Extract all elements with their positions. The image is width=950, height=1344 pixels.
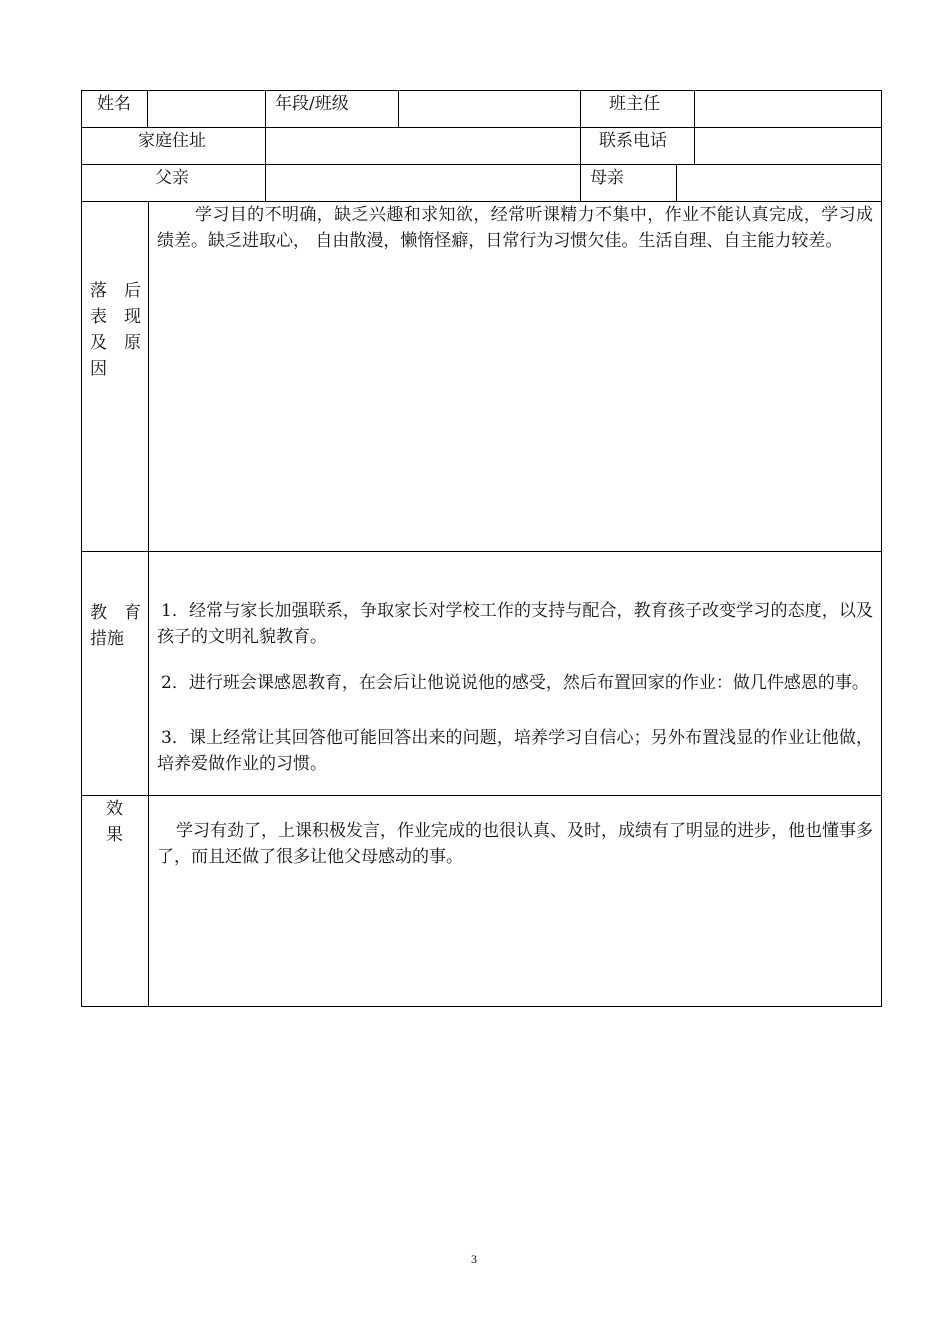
cell-divider [265, 90, 266, 127]
measure-item-3: 3．课上经常让其回答他可能回答出来的问题，培养学习自信心；另外布置浅显的作业让他做，培养爱做作业的习惯。 [157, 728, 873, 774]
section-label-divider [148, 201, 149, 1007]
father-label: 父亲 [155, 168, 189, 188]
name-label: 姓名 [97, 94, 131, 114]
cell-divider [676, 164, 677, 201]
home-address-label: 家庭住址 [138, 131, 206, 151]
cell-divider [580, 164, 581, 201]
effect-label: 效 果 [106, 799, 123, 845]
phone-label: 联系电话 [599, 131, 667, 151]
cell-divider [265, 164, 266, 201]
head-teacher-label: 班主任 [609, 94, 660, 114]
cell-divider [147, 90, 148, 127]
table-border-top [81, 90, 882, 91]
table-border-left [81, 90, 82, 1007]
cell-divider [580, 127, 581, 164]
lagging-performance-text: 学习目的不明确，缺乏兴趣和求知欲，经常听课精力不集中，作业不能认真完成，学习成绩差。缺乏进取心， 自由散漫，懒惰怪癖，日常行为习惯欠佳。生活自理、自主能力较差。 [157, 205, 873, 251]
cell-divider [694, 127, 695, 164]
cell-divider [398, 90, 399, 127]
effect-text: 学习有劲了，上课积极发言，作业完成的也很认真、及时，成绩有了明显的进步，他也懂事多了，而且还做了很多让他父母感动的事。 [157, 821, 873, 867]
measure-item-2: 2．进行班会课感恩教育，在会后让他说说他的感受，然后布置回家的作业：做几件感恩的事。 [161, 673, 869, 693]
cell-divider [580, 90, 581, 127]
table-border-right [881, 90, 882, 1007]
education-measures-label: 教 育 措施 [90, 603, 141, 649]
row-divider [81, 551, 882, 552]
mother-label: 母亲 [590, 168, 624, 188]
row-divider [81, 795, 882, 796]
row-divider [81, 164, 882, 165]
page-number: 3 [471, 1252, 477, 1266]
measure-item-1: 1．经常与家长加强联系，争取家长对学校工作的支持与配合，教育孩子改变学习的态度，以及孩子的文明礼貌教育。 [157, 601, 873, 647]
row-divider [81, 127, 882, 128]
cell-divider [694, 90, 695, 127]
table-border-bottom [81, 1006, 882, 1007]
lagging-performance-label: 落 后 表 现 及 原 因 [90, 281, 141, 379]
cell-divider [265, 127, 266, 164]
grade-class-label: 年段/班级 [275, 94, 349, 114]
